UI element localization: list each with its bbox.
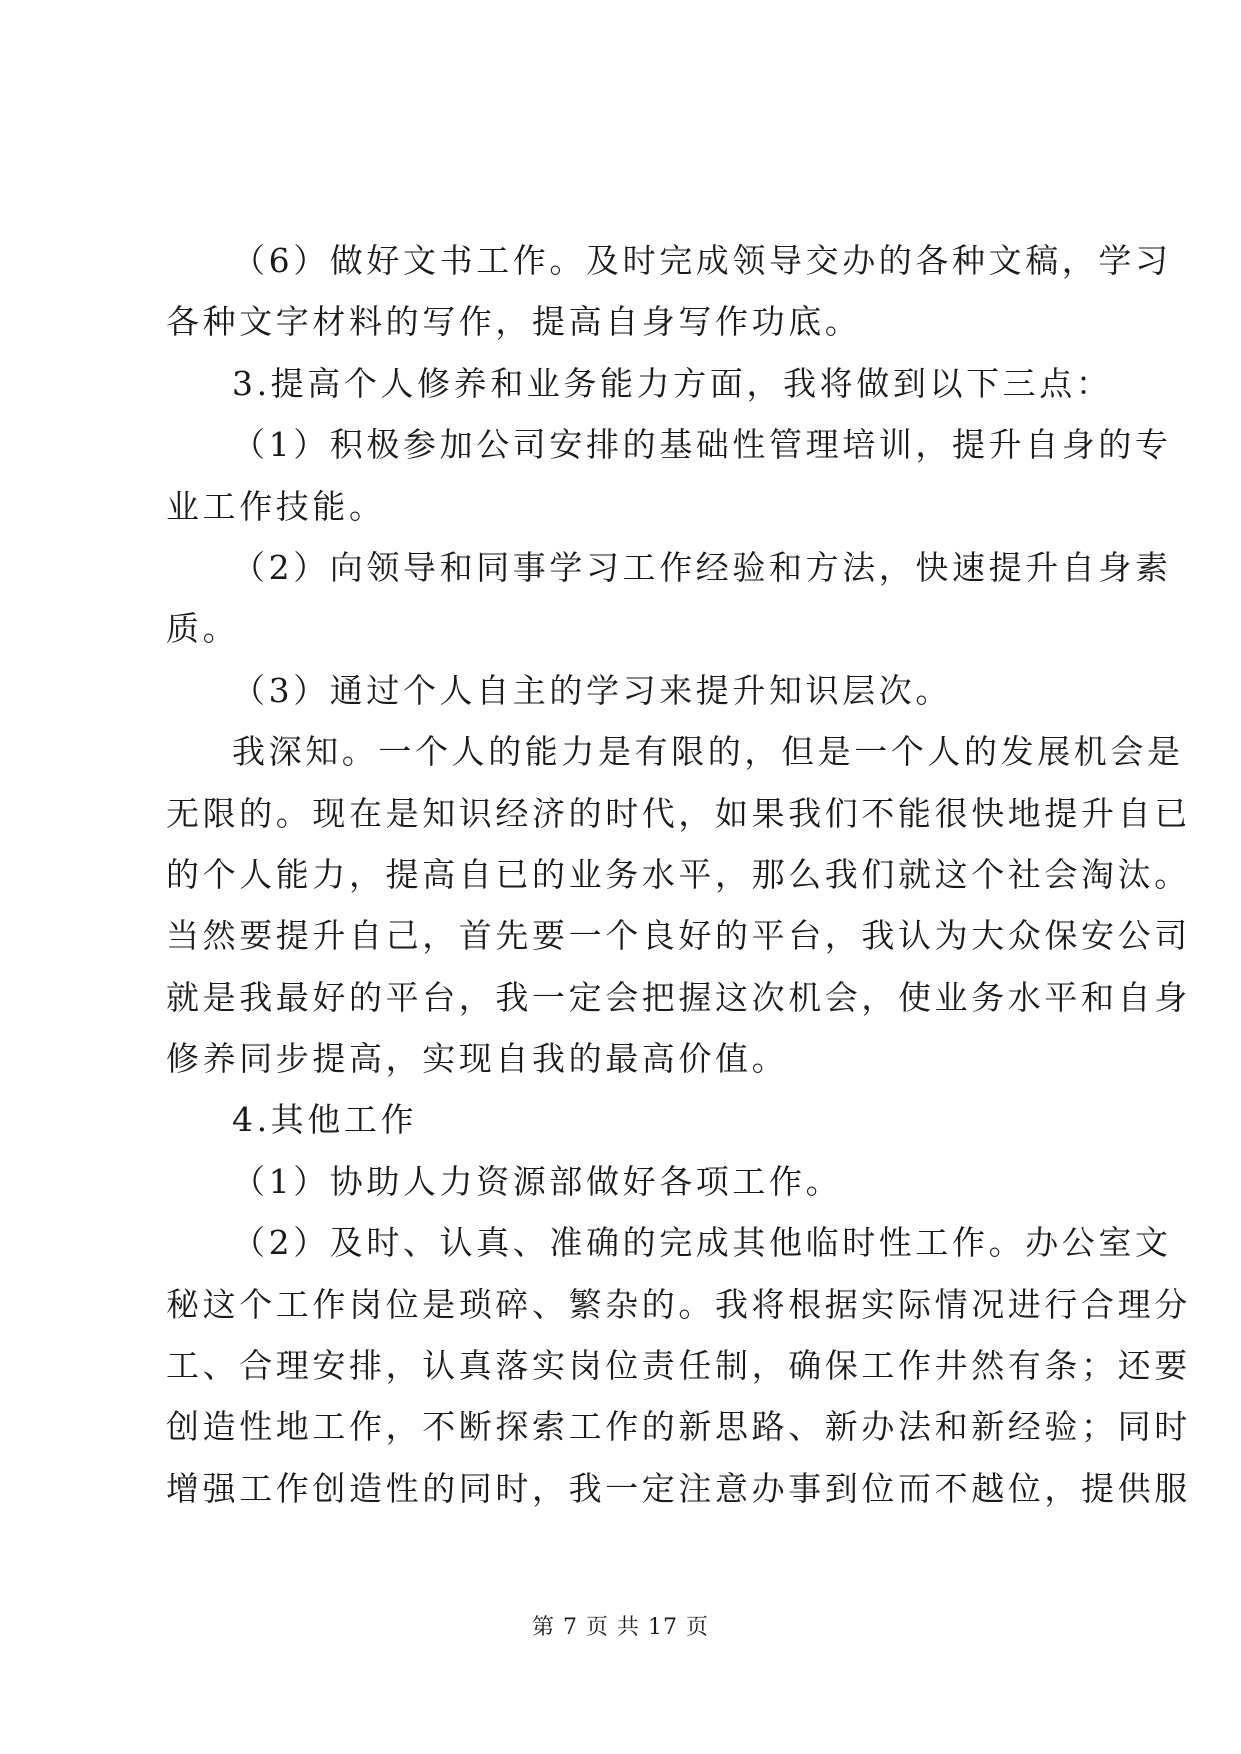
- text-line: 创造性地工作，不断探索工作的新思路、新办法和新经验；同时: [166, 1407, 1191, 1447]
- text-line: 增强工作创造性的同时，我一定注意办事到位而不越位，提供服: [166, 1468, 1191, 1508]
- text-line: 业工作技能。: [166, 486, 386, 526]
- text-line: 无限的。现在是知识经济的时代，如果我们不能很快地提升自已: [166, 793, 1191, 833]
- text-line: （3）通过个人自主的学习来提升知识层次。: [232, 670, 952, 710]
- text-line: 各种文字材料的写作，提高自身写作功底。: [166, 302, 862, 342]
- body-text: [166, 230, 1191, 1519]
- text-line: 质。: [166, 609, 240, 649]
- text-line: 秘这个工作岗位是琐碎、繁杂的。我将根据实际情况进行合理分: [166, 1284, 1191, 1324]
- text-line: 3.提高个人修养和业务能力方面，我将做到以下三点：: [232, 363, 1113, 403]
- text-line: 修养同步提高，实现自我的最高价值。: [166, 1039, 789, 1079]
- page-number-footer: 第 7 页 共 17 页: [532, 1615, 709, 1640]
- text-line: （1）协助人力资源部做好各项工作。: [232, 1161, 843, 1201]
- text-line: （2）向领导和同事学习工作经验和方法，快速提升自身素: [232, 547, 1172, 587]
- text-line: 工、合理安排，认真落实岗位责任制，确保工作井然有条；还要: [166, 1346, 1191, 1386]
- text-line: 的个人能力，提高自已的业务水平，那么我们就这个社会淘汰。: [166, 854, 1191, 894]
- text-line: 当然要提升自己，首先要一个良好的平台，我认为大众保安公司: [166, 916, 1191, 956]
- text-line: 我深知。一个人的能力是有限的，但是一个人的发展机会是: [232, 732, 1184, 772]
- text-line: （1）积极参加公司安排的基础性管理培训，提升自身的专: [232, 425, 1172, 465]
- text-line: 4.其他工作: [232, 1100, 418, 1140]
- text-line: 就是我最好的平台，我一定会把握这次机会，使业务水平和自身: [166, 977, 1191, 1017]
- text-line: （2）及时、认真、准确的完成其他临时性工作。办公室文: [232, 1223, 1172, 1263]
- text-line: （6）做好文书工作。及时完成领导交办的各种文稿，学习: [232, 241, 1172, 280]
